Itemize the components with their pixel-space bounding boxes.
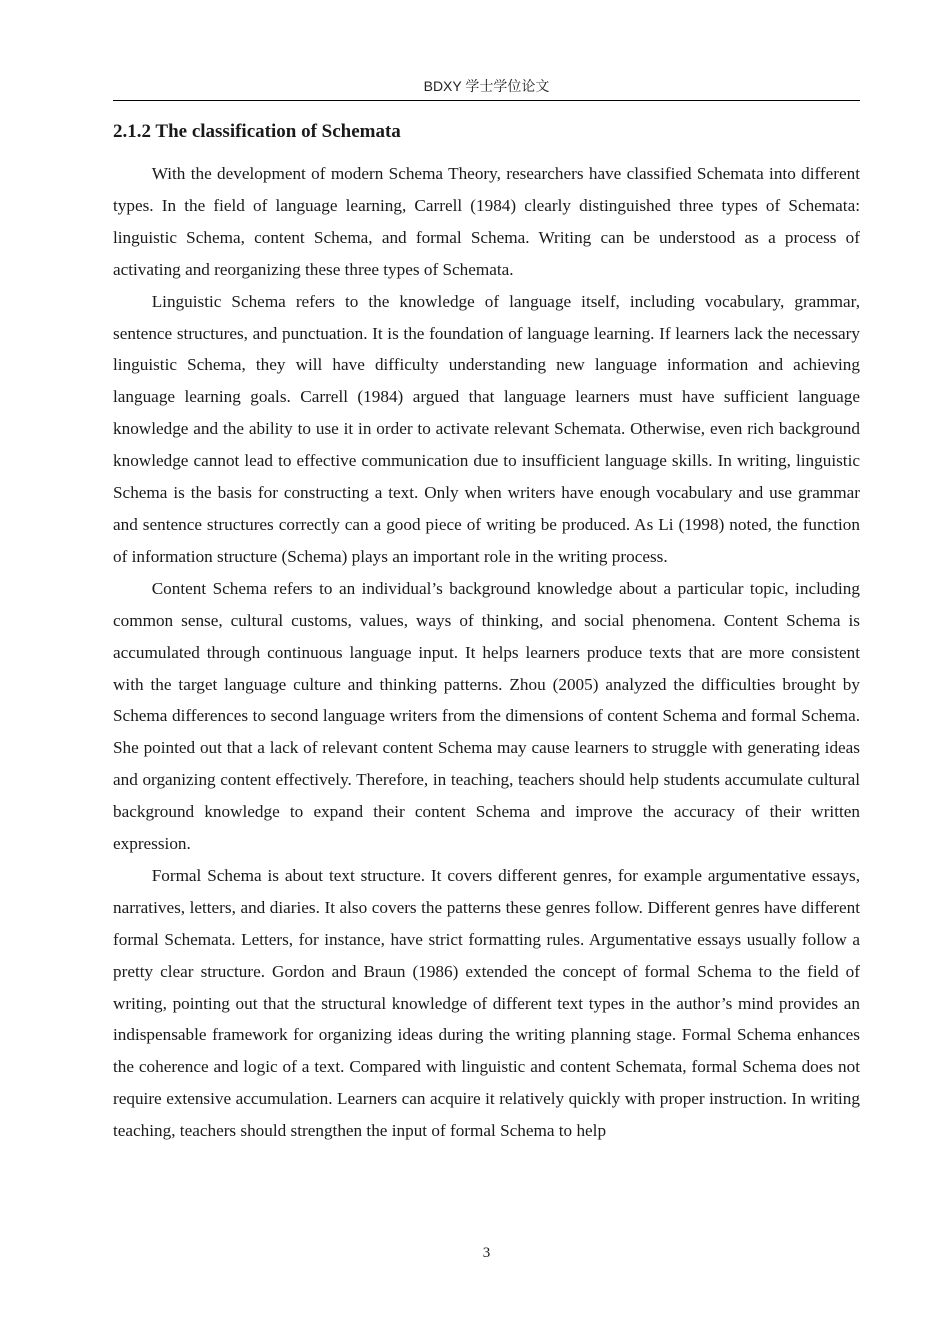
paragraph-content-schema: Content Schema refers to an individual’s background knowledge about a particular topic, including common sense, cultural customs, values, ways of thinking, and social phenomena. Content Schema is accumulated through continuous language input. It helps learners produce texts that are more consistent with the target language culture and thinking patterns. Zhou (2005) analyzed the difficulties brought by Schema differences to second language writers from the dimensions of content Schema and formal Schema. She pointed out that a lack of relevant content Schema may cause learners to struggle with generating ideas and organizing content effectively. Therefore, in teaching, teachers should help students accumulate cultural background knowledge to expand their content Schema and improve the accuracy of their written expression. bbox=[113, 578, 860, 854]
page-header: BDXY 学士学位论文 bbox=[423, 78, 550, 94]
header-rule bbox=[113, 100, 860, 101]
paragraph-formal-schema: Formal Schema is about text structure. It covers different genres, for example argumentative essays, narratives, letters, and diaries. It also covers the patterns these genres follow. Different genres have different formal Schemata. Letters, for instance, have strict formatting rules. Argumentative essays usually follow a pretty clear structure. Gordon and Braun (1986) extended the concept of formal Schema to the field of writing, pointing out that the structural knowledge of different text types in the author’s mind provides an indispensable framework for organizing ideas during the writing planning stage. Formal Schema enhances the coherence and logic of a text. Compared with linguistic and content Schemata, formal Schema does not require extensive accumulation. Learners can acquire it relatively quickly with proper instruction. In writing teaching, teachers should strengthen the input of formal Schema to help bbox=[113, 865, 860, 1141]
paragraph-linguistic-schema: Linguistic Schema refers to the knowledge of language itself, including vocabulary, grammar, sentence structures, and punctuation. It is the foundation of language learning. If learners lack the necessary linguistic Schema, they will have difficulty understanding new language information and achieving language learning goals. Carrell (1984) argued that language learners must have sufficient language knowledge and the ability to use it in order to activate relevant Schemata. Otherwise, even rich background knowledge cannot lead to effective communication due to insufficient language skills. In writing, linguistic Schema is the basis for constructing a text. Only when writers have enough vocabulary and use grammar and sentence structures correctly can a good piece of writing be produced. As Li (1998) noted, the function of information structure (Schema) plays an important role in the writing process. bbox=[113, 291, 860, 566]
paragraph-intro: With the development of modern Schema Theory, researchers have classified Schemata into different types. In the field of language learning, Carrell (1984) clearly distinguished three types of Schemata: linguistic Schema, content Schema, and formal Schema. Writing can be understood as a process of activating and reorganizing these three types of Schemata. bbox=[113, 164, 860, 279]
section-heading: 2.1.2 The classification of Schemata bbox=[113, 121, 401, 142]
page-number: 3 bbox=[482, 1245, 491, 1261]
body-text bbox=[113, 158, 860, 1147]
